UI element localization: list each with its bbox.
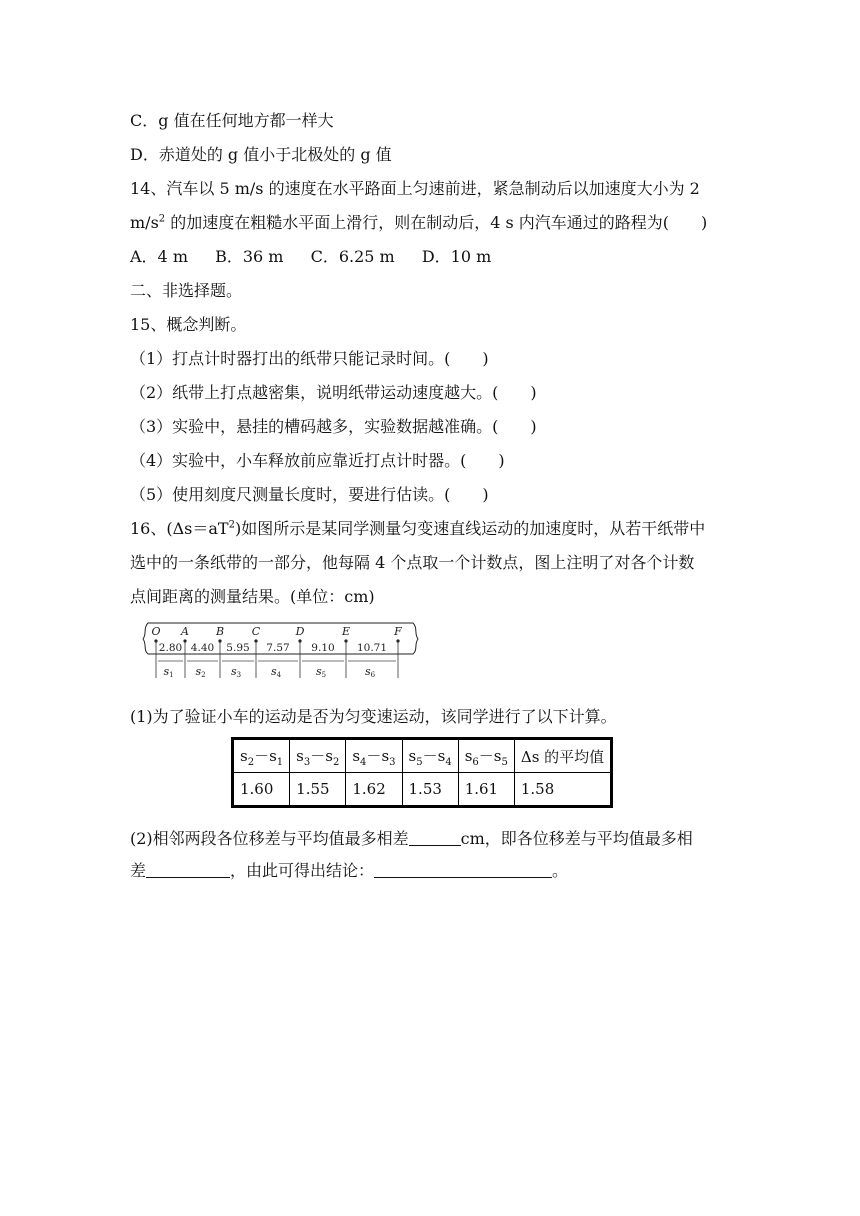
q14-option-b: B．36 m: [215, 247, 284, 266]
tape-distance-label: 9.10: [311, 642, 335, 654]
q15-item-1: （1）打点计时器打出的纸带只能记录时间。( ): [130, 349, 489, 368]
tape-segment-subscript: 3: [236, 671, 242, 679]
table-cell: 1.58: [514, 773, 611, 807]
tape-point-label: F: [394, 625, 402, 638]
table-cell: 1.55: [290, 773, 346, 807]
tape-segment-label: s4: [270, 665, 282, 679]
q15-item-2: （2）纸带上打点越密集，说明纸带运动速度越大。( ): [130, 383, 537, 402]
tape-segment-subscript: 6: [370, 671, 376, 679]
table-cell: 1.62: [346, 773, 402, 807]
q16-line-2: 选中的一条纸带的一部分，他每隔 4 个点取一个计数点，图上注明了对各个计数: [130, 553, 695, 572]
q14-option-d: D．10 m: [421, 247, 492, 266]
tape-distance-label: 5.95: [226, 642, 250, 654]
paper-tape-diagram: [128, 620, 424, 686]
table-cell: 1.53: [402, 773, 458, 807]
q14-option-c: C．6.25 m: [310, 247, 395, 266]
q15-item-3: （3）实验中，悬挂的槽码越多，实验数据越准确。( ): [130, 417, 537, 436]
answer-blank-3[interactable]: [374, 861, 552, 878]
table-cell: 1.61: [458, 773, 514, 807]
q14-options: [130, 246, 491, 268]
tape-segment-subscript: 4: [276, 671, 282, 679]
tape-distance-label: 2.80: [158, 642, 183, 654]
q16-line-1: 16、$(\Delta s=aT^2)$如图所示是某同学测量匀变速直线运动的加速度时，从若干纸带中: [130, 519, 706, 538]
q15-item-4: （4）实验中，小车释放前应靠近打点计时器。( ): [130, 451, 505, 470]
tape-point-label: E: [341, 625, 351, 638]
table-row: [233, 773, 612, 807]
tape-distance-label: 7.57: [266, 642, 290, 654]
q16-part-2-line-1: (2)相邻两段各位移差与平均值最多相差 cm，即各位移差与平均值最多相: [130, 829, 693, 848]
tape-segment-subscript: 2: [201, 671, 206, 679]
table-header-cell: $s_5-s_4$: [402, 739, 458, 773]
tape-marks: [151, 625, 402, 679]
tape-point-label: B: [215, 625, 225, 638]
q14-option-a: A．4 m: [130, 247, 188, 266]
section-heading: 二、非选择题。: [130, 281, 243, 300]
q14-line-1: 14、汽车以 5 m/s 的速度在水平路面上匀速前进，紧急制动后以加速度大小为 2: [130, 179, 700, 198]
table-header-cell: $s_3-s_2$: [290, 739, 346, 773]
tape-segment-subscript: 5: [321, 671, 327, 679]
q16-line-3: 点间距离的测量结果。(单位：cm): [130, 587, 375, 606]
q15-item-5: （5）使用刻度尺测量长度时，要进行估读。( ): [130, 485, 489, 504]
tape-distance-label: 10.71: [356, 642, 388, 654]
tape-segment-label: s6: [364, 665, 376, 679]
table-header-cell: $s_6-s_5$: [458, 739, 514, 773]
q13-option-c: C．g 值在任何地方都一样大: [130, 111, 334, 130]
tape-distance-label: 4.40: [190, 642, 215, 654]
table-cell: 1.60: [233, 773, 290, 807]
tape-point-label: D: [295, 625, 305, 638]
q16-part-1: (1)为了验证小车的运动是否为匀变速运动，该同学进行了以下计算。: [130, 707, 617, 726]
tape-point-label: A: [181, 625, 189, 638]
tape-segment-label: s5: [315, 665, 327, 679]
tape-segment-subscript: 1: [169, 671, 174, 679]
table-header-row: [233, 739, 612, 773]
table-header-cell: $s_4-s_3$: [346, 739, 402, 773]
q16-part-2-line-2: 差 ，由此可得出结论： 。: [130, 861, 569, 880]
q13-option-d: D．赤道处的 g 值小于北极处的 g 值: [130, 145, 392, 164]
tape-point-label: O: [151, 625, 161, 638]
answer-blank-2[interactable]: [146, 861, 230, 878]
table-header-cell: $s_2-s_1$: [233, 739, 290, 773]
tape-segment-label: s3: [230, 665, 242, 679]
difference-table: [231, 737, 613, 808]
tape-segment-label: s2: [195, 665, 206, 679]
tape-segment-label: s1: [163, 665, 174, 679]
q15-title: 15、概念判断。: [130, 315, 247, 334]
q14-line-2: $m/s^2$ 的加速度在粗糙水平面上滑行，则在制动后，4 s 内汽车通过的路程为( ): [130, 213, 708, 232]
answer-blank-1[interactable]: [409, 829, 461, 846]
table-header-cell: Δs 的平均值: [514, 739, 611, 773]
tape-point-label: C: [251, 625, 261, 638]
